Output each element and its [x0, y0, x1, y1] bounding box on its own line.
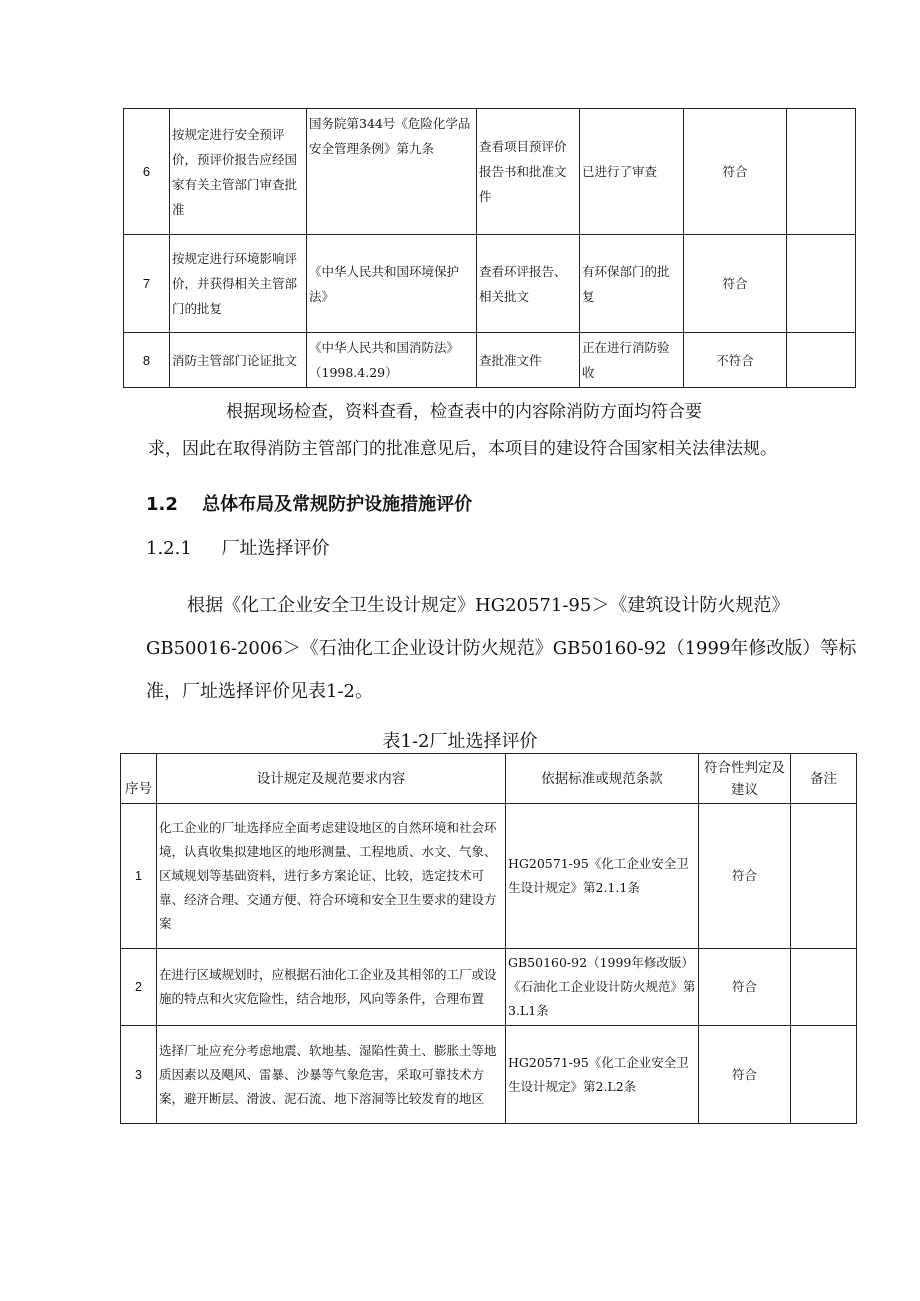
table-row [121, 1026, 857, 1124]
conclusion-paragraph-line: 根据现场检查，资料查看，检查表中的内容除消防方面均符合要 [226, 402, 702, 422]
method-cell: 查看环评报告、相关批文 [477, 235, 580, 333]
requirement-cell: 消防主管部门论证批文 [170, 333, 307, 388]
inspection-table [123, 108, 856, 388]
status-cell: 正在进行消防验收 [580, 333, 684, 388]
section-title: 总体布局及常规防护设施措施评价 [202, 494, 473, 515]
result-cell: 符合 [699, 1026, 791, 1124]
subsection-heading [146, 534, 330, 560]
section-number: 1.2 [146, 494, 178, 515]
result-cell: 不符合 [684, 333, 787, 388]
table-caption: 表1-2厂址选择评价 [382, 731, 538, 752]
basis-cell: 国务院第344号《危险化学品安全管理条例》第九条 [307, 109, 477, 235]
intro-paragraph-line: 准，厂址选择评价见表1-2。 [146, 681, 373, 702]
intro-paragraph-line: 根据《化工企业安全卫生设计规定》HG20571-95＞《建筑设计防火规范》 [187, 595, 790, 616]
basis-cell: 《中华人民共和国环境保护法》 [307, 235, 477, 333]
table-row [121, 949, 857, 1026]
row-number: 7 [124, 235, 170, 333]
intro-paragraph-line: GB50016-2006＞《石油化工企业设计防火规范》GB50160-92（1999年修改版）等标 [146, 638, 857, 659]
result-cell: 符合 [684, 109, 787, 235]
basis-cell: 《中华人民共和国消防法》（1998.4.29） [307, 333, 477, 388]
subsection-title: 厂址选择评价 [221, 538, 330, 559]
requirement-cell: 按规定进行安全预评价，预评价报告应经国家有关主管部门审查批准 [170, 109, 307, 235]
row-number: 2 [121, 949, 157, 1026]
result-cell: 符合 [699, 804, 791, 949]
header-requirement: 设计规定及规范要求内容 [157, 754, 506, 804]
row-number: 3 [121, 1026, 157, 1124]
result-cell: 符合 [684, 235, 787, 333]
table-row [124, 109, 856, 235]
note-cell [791, 949, 857, 1026]
row-number: 1 [121, 804, 157, 949]
requirement-cell: 按规定进行环境影响评价，并获得相关主管部门的批复 [170, 235, 307, 333]
subsection-number: 1.2.1 [146, 538, 192, 559]
status-cell: 有环保部门的批复 [580, 235, 684, 333]
note-cell [787, 109, 856, 235]
requirement-cell: 在进行区域规划时，应根据石油化工企业及其相邻的工厂或设施的特点和火灾危险性，结合地形，风向等条件，合理布置 [157, 949, 506, 1026]
note-cell [787, 333, 856, 388]
basis-cell: GB50160-92（1999年修改版）《石油化工企业设计防火规范》第3.L1条 [506, 949, 699, 1026]
header-note: 备注 [791, 754, 857, 804]
method-cell: 查批准文件 [477, 333, 580, 388]
row-number: 8 [124, 333, 170, 388]
site-selection-table [120, 753, 857, 1124]
basis-cell: HG20571-95《化工企业安全卫生设计规定》第2.1.1条 [506, 804, 699, 949]
basis-cell: HG20571-95《化工企业安全卫生设计规定》第2.L2条 [506, 1026, 699, 1124]
header-result: 符合性判定及建议 [699, 754, 791, 804]
conclusion-paragraph-line: 求，因此在取得消防主管部门的批准意见后，本项目的建设符合国家相关法律法规。 [148, 439, 777, 459]
result-cell: 符合 [699, 949, 791, 1026]
note-cell [791, 804, 857, 949]
table-row [124, 235, 856, 333]
header-no: 序号 [121, 754, 157, 804]
note-cell [787, 235, 856, 333]
status-cell: 已进行了审查 [580, 109, 684, 235]
requirement-cell: 选择厂址应充分考虑地震、软地基、湿陷性黄土、膨胀土等地质因素以及飓风、雷暴、沙暴等气象危害，采取可靠技术方案，避开断层、滑波、泥石流、地下溶洞等比较发育的地区 [157, 1026, 506, 1124]
section-heading [146, 490, 472, 516]
note-cell [791, 1026, 857, 1124]
method-cell: 查看项目预评价报告书和批准文件 [477, 109, 580, 235]
requirement-cell: 化工企业的厂址选择应全面考虑建设地区的自然环境和社会环境，认真收集拟建地区的地形测量、工程地质、水文、气象、区域规划等基础资料，进行多方案论证、比较，选定技术可靠、经济合理、交通方便、符合环境和安全卫生要求的建设方案 [157, 804, 506, 949]
table-row [124, 333, 856, 388]
header-basis: 依据标准或规范条款 [506, 754, 699, 804]
table-header-row [121, 754, 857, 804]
table-row [121, 804, 857, 949]
row-number: 6 [124, 109, 170, 235]
